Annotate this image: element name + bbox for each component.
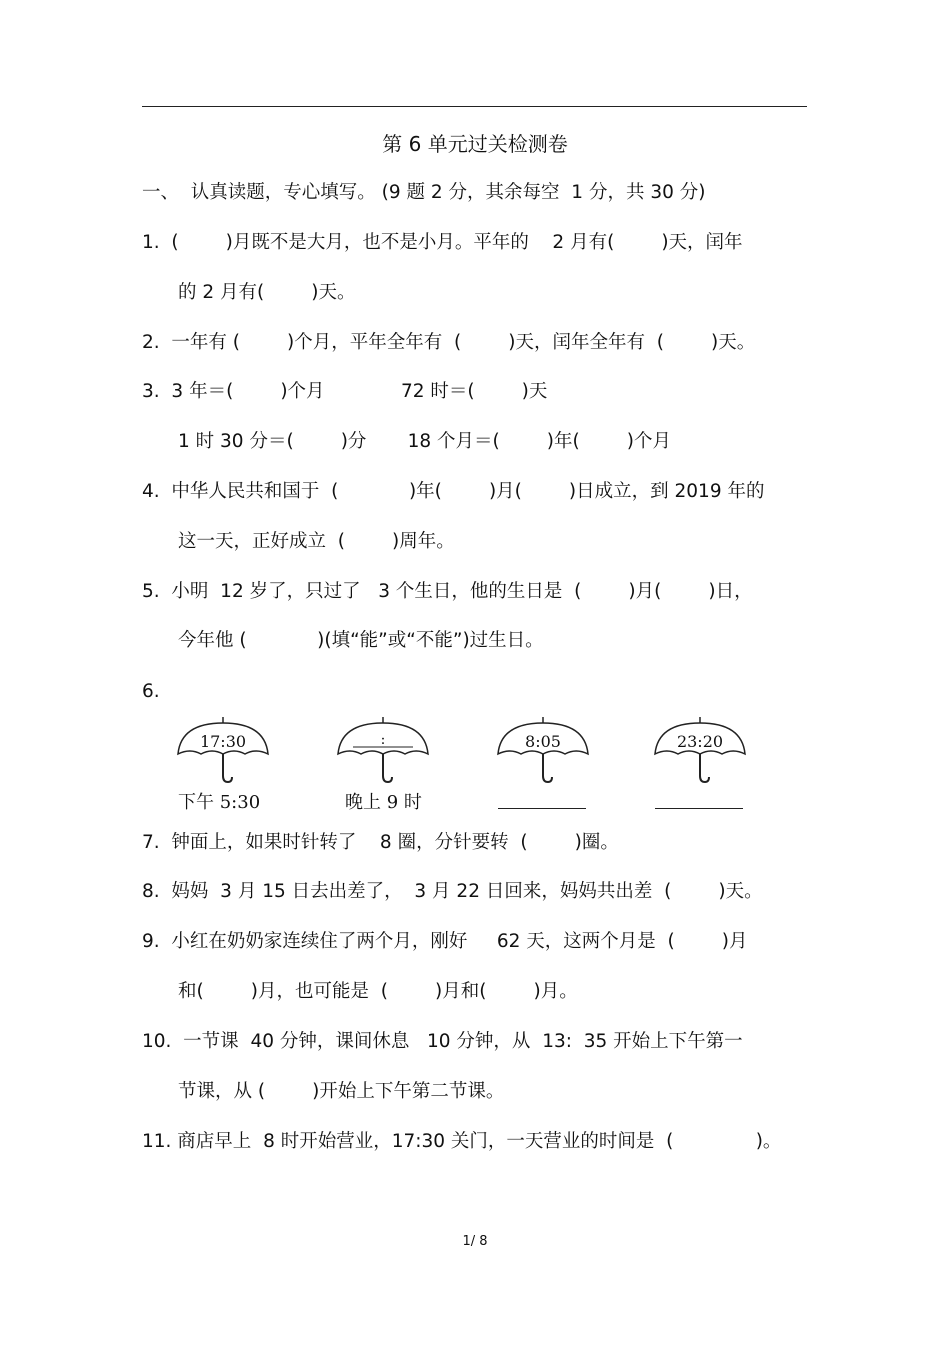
- question-7: 7. 钟面上，如果时针转了 8 圈，分针要转 ( )圈。: [142, 832, 619, 853]
- umbrella-1-time: 17:30: [199, 732, 247, 751]
- umbrella-2: [333, 714, 433, 784]
- page-number: 1/ 8: [462, 1234, 488, 1249]
- umbrella-2-caption: 晚上 9 时: [345, 792, 422, 813]
- umbrella-4-time: 23:20: [676, 732, 724, 751]
- question-11: 11. 商店早上 8 时开始营业，17:30 关门，一天营业的时间是 ( )。: [142, 1131, 782, 1152]
- umbrella-3-time: 8:05: [525, 732, 561, 751]
- question-8: 8. 妈妈 3 月 15 日去出差了， 3 月 22 日回来，妈妈共出差 ( )天。: [142, 881, 763, 902]
- umbrella-4: [650, 714, 750, 784]
- question-4: 4. 中华人民共和国于 ( )年( )月( )日成立，到 2019 年的: [142, 481, 765, 502]
- umbrella-1: [173, 714, 273, 784]
- question-3: 3. 3 年＝( )个月 72 时＝( )天: [142, 381, 548, 402]
- question-5-cont: 今年他 ( )(填“能”或“不能”)过生日。: [178, 630, 544, 651]
- question-5: 5. 小明 12 岁了，只过了 3 个生日，他的生日是 ( )月( )日，: [142, 581, 753, 602]
- question-10-cont: 节课，从 ( )开始上下午第二节课。: [178, 1081, 505, 1102]
- umbrella-4-answer-blank: [655, 808, 743, 809]
- page-title: 第 6 单元过关检测卷: [382, 132, 568, 156]
- question-1-cont: 的 2 月有( )天。: [178, 282, 356, 303]
- umbrella-3-answer-blank: [498, 808, 586, 809]
- question-3-cont: 1 时 30 分＝( )分 18 个月＝( )年( )个月: [178, 431, 671, 452]
- top-rule: [142, 106, 807, 107]
- question-1: 1. ( )月既不是大月，也不是小月。平年的 2 月有( )天，闰年: [142, 232, 743, 253]
- question-10: 10. 一节课 40 分钟，课间休息 10 分钟，从 13: 35 开始上下午第一: [142, 1031, 743, 1052]
- section-heading: 一、 认真读题，专心填写。 (9 题 2 分，其余每空 1 分，共 30 分): [142, 182, 706, 203]
- umbrella-3: [493, 714, 593, 784]
- question-9-cont: 和( )月，也可能是 ( )月和( )月。: [178, 981, 578, 1002]
- umbrella-2-time: :: [380, 732, 386, 748]
- question-2: 2. 一年有 ( )个月，平年全年有 ( )天，闰年全年有 ( )天。: [142, 332, 756, 353]
- question-6: 6.: [142, 681, 160, 702]
- question-4-cont: 这一天，正好成立 ( )周年。: [178, 531, 455, 552]
- umbrella-1-caption: 下午 5:30: [178, 792, 261, 813]
- question-9: 9. 小红在奶奶家连续住了两个月，刚好 62 天，这两个月是 ( )月: [142, 931, 748, 952]
